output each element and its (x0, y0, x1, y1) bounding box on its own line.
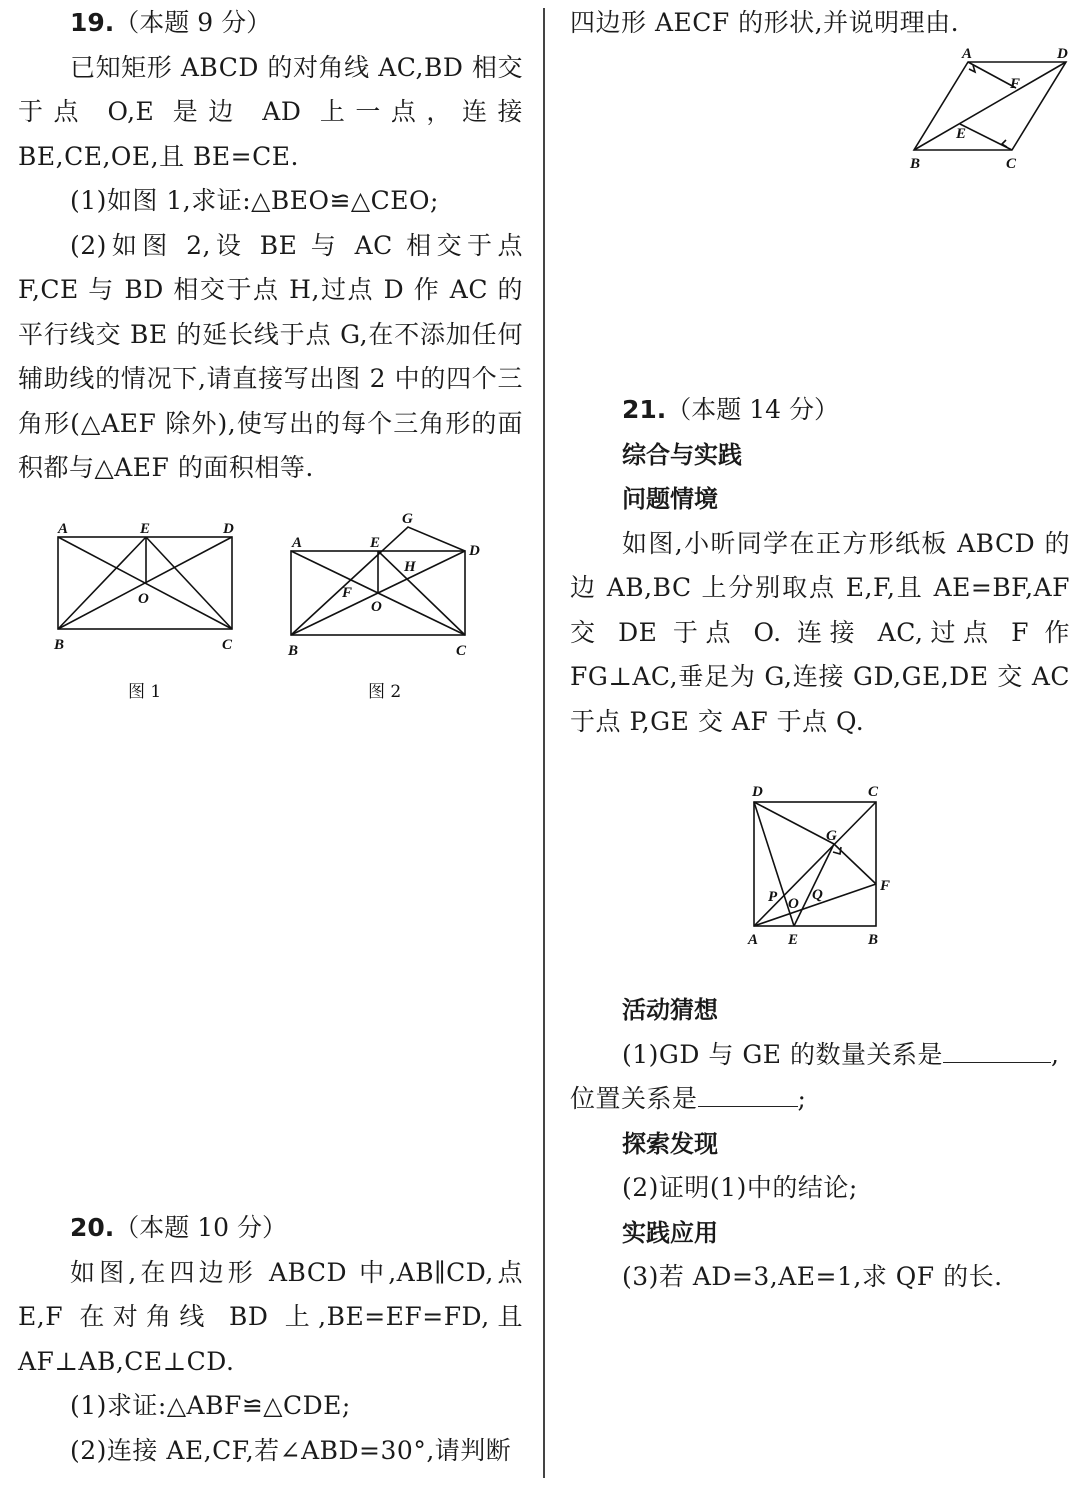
q19-header (18, 1, 523, 46)
q21-answer-blank-2[interactable] (698, 1078, 798, 1107)
q21-part1-position: 位置关系是 (570, 1084, 698, 1113)
q21-fig-label-g: G (826, 828, 837, 844)
fig2-label-c: C (456, 642, 467, 659)
fig1-label-e: E (140, 520, 151, 537)
q19-figures (18, 513, 523, 703)
q21-section-apply: 实践应用 (622, 1218, 718, 1247)
q20-fig-label-b: B (910, 155, 921, 172)
q21-part3: (3)若 AD=3,AE=1,求 QF 的长. (622, 1262, 1003, 1291)
q21-fig-label-c: C (868, 784, 879, 800)
q20-fig-label-d: D (1057, 45, 1068, 62)
q20-block (18, 1206, 523, 1473)
fig2-label-b: B (288, 642, 299, 659)
fig1-caption: 图 1 (128, 681, 162, 702)
q21-fig-label-o: O (788, 896, 799, 912)
q20-part1: (1)求证:△ABF≌△CDE; (70, 1391, 351, 1420)
q21-fig-label-a: A (748, 932, 759, 948)
q21-title: 综合与实践 (622, 440, 742, 469)
fig1-label-d: D (223, 520, 234, 537)
fig2-label-f: F (342, 584, 353, 601)
q21-fig-label-b: B (868, 932, 879, 948)
q20-figure (570, 46, 1070, 176)
q21-block (570, 388, 1070, 1300)
q19-score: （本题 9 分） (114, 8, 272, 37)
q20-number: 20. (70, 1213, 115, 1242)
q20-fig-label-f: F (1010, 75, 1021, 92)
q20-stem: 如图,在四边形 ABCD 中,AB∥CD,点 E,F 在对角线 BD 上,BE=EF=FD,且 AF⊥AB,CE⊥CD. (18, 1257, 523, 1376)
q21-part1-text: (1)GD 与 GE 的数量关系是 (622, 1039, 943, 1069)
right-column (570, 0, 1070, 1291)
fig2-label-h: H (404, 558, 416, 575)
fig1-label-o: O (138, 590, 149, 607)
q21-fig-label-p: P (768, 889, 778, 905)
fig1-label-c: C (222, 636, 233, 653)
fig1-label-b: B (54, 636, 65, 653)
q21-fig-label-e: E (788, 932, 799, 948)
left-column (18, 0, 523, 1465)
q21-fig-label-f: F (880, 878, 891, 894)
q19-figure-2 (287, 513, 480, 702)
fig2-caption: 图 2 (368, 681, 402, 702)
fig2-label-g: G (402, 512, 413, 527)
fig2-label-o: O (371, 598, 382, 615)
fig1-label-a: A (58, 520, 69, 537)
q21-header (570, 388, 1070, 433)
fig2-label-d: D (469, 542, 480, 559)
q21-part1-semicolon: ; (797, 1084, 807, 1113)
q21-section-context: 问题情境 (622, 485, 718, 513)
q21-number: 21. (622, 395, 667, 424)
q19-number: 19. (70, 8, 115, 37)
q21-fig-label-q: Q (812, 887, 823, 903)
q21-score: （本题 14 分） (666, 395, 840, 424)
q21-figure (570, 750, 1070, 980)
column-divider (543, 8, 545, 1478)
q21-answer-blank-1[interactable] (943, 1034, 1051, 1063)
q20-part2: (2)连接 AE,CF,若∠ABD=30°,请判断 (70, 1435, 512, 1465)
q19-part2: (2)如图 2,设 BE 与 AC 相交于点 F,CE 与 BD 相交于点 H,过点 D 作 AC 的平行线交 BE 的延长线于点 G,在不添加任何辅助线的情况下,请直接写出图 2 中的四个三角形(△AEF 除外),使写出的每个三角形的面积都与△AEF 的面积相等. (18, 230, 523, 482)
q21-part1-line2 (518, 1077, 806, 1122)
q21-part2: (2)证明(1)中的结论; (622, 1173, 858, 1202)
q19-figure-1 (53, 521, 234, 702)
q20-score: （本题 10 分） (114, 1213, 288, 1242)
q21-section-guess: 活动猜想 (622, 996, 718, 1024)
q20-part2-continued: 四边形 AECF 的形状,并说明理由. (570, 8, 960, 37)
q20-fig-label-e: E (956, 125, 967, 142)
q20-fig-label-c: C (1006, 155, 1017, 172)
q20-header (18, 1206, 523, 1251)
q20-fig-label-a: A (962, 45, 973, 62)
q19-part1: (1)如图 1,求证:△BEO≌△CEO; (70, 186, 439, 215)
fig2-label-a: A (292, 534, 303, 551)
fig2-label-e: E (370, 534, 381, 551)
q21-part1 (570, 1033, 1070, 1122)
q21-fig-label-d: D (752, 784, 763, 800)
q19-stem: 已知矩形 ABCD 的对角线 AC,BD 相交于点 O,E 是边 AD 上一点，连接 BE,CE,OE,且 BE=CE. (18, 52, 523, 171)
q21-part1-comma: , (1051, 1039, 1060, 1069)
q21-section-explore: 探索发现 (622, 1129, 718, 1158)
q21-stem: 如图,小昕同学在正方形纸板 ABCD 的边 AB,BC 上分别取点 E,F,且 AE=BF,AF 交 DE 于点 O. 连接 AC,过点 F 作 FG⊥AC,垂足为 G,连接 GD,GE,DE 交 AC 于点 P,GE 交 AF 于点 Q. (570, 528, 1070, 736)
